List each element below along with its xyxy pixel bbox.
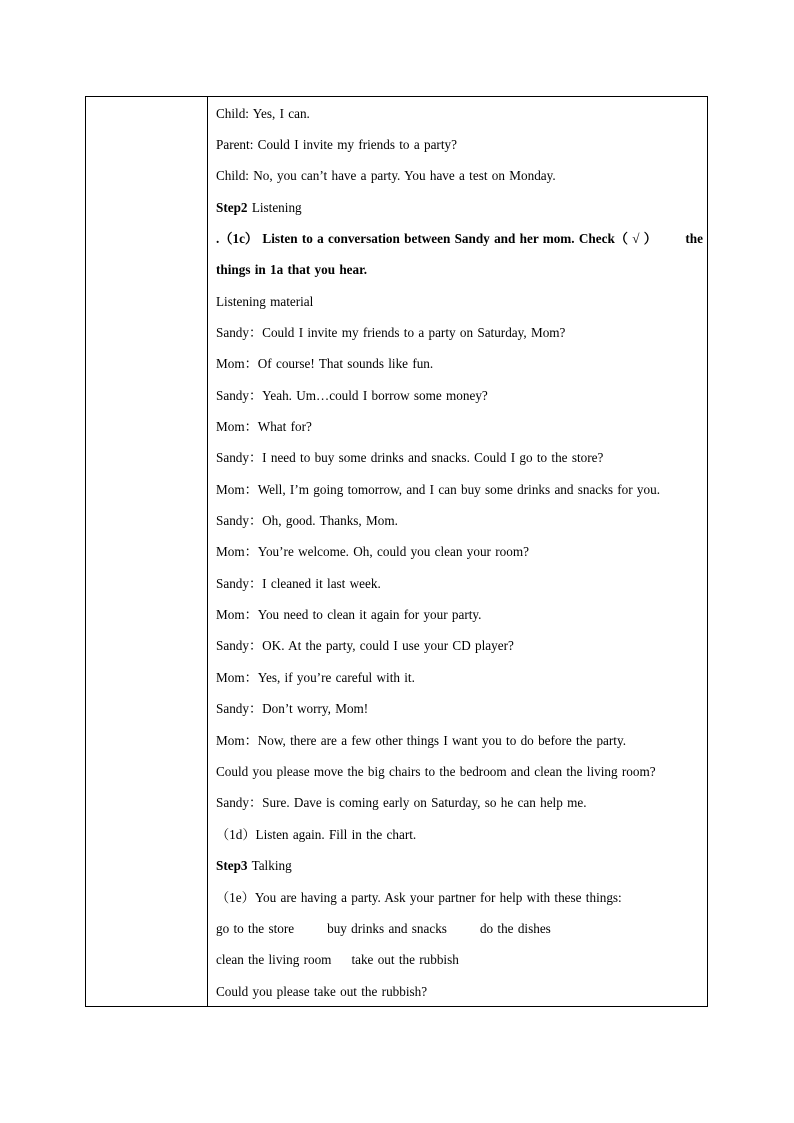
lesson-table (85, 96, 708, 1007)
example-sentence: Could you please take out the rubbish? (216, 984, 428, 999)
dialogue-line: Sandy：OK. At the party, could I use your CD player? (216, 638, 514, 653)
task-list-row (216, 952, 459, 968)
instruction-end: the (685, 231, 703, 246)
task-item: do the dishes (479, 921, 551, 936)
instruction-1e: （1e）You are having a party. Ask your partner for help with these things: (216, 890, 622, 905)
instruction-1d: （1d）Listen again. Fill in the chart. (216, 827, 417, 842)
task-item: take out the rubbish (351, 952, 459, 967)
step-label: Step2 (216, 200, 248, 215)
dialogue-line: Sandy：Oh, good. Thanks, Mom. (216, 513, 398, 528)
dialogue-line: Mom：Now, there are a few other things I want you to do before the party. (216, 733, 626, 748)
instruction-text: .（1c） Listen to a conversation between Sandy and her mom. Check（ √ ） (216, 231, 657, 246)
task-item: go to the store (216, 921, 295, 936)
dialogue-line: Sandy：Sure. Dave is coming early on Saturday, so he can help me. (216, 795, 587, 810)
section-label: Listening material (216, 294, 314, 309)
instruction-1c (216, 231, 703, 247)
step-title: Listening (247, 200, 302, 215)
dialogue-line: Mom：Yes, if you’re careful with it. (216, 670, 415, 685)
dialogue-line: Parent: Could I invite my friends to a party? (216, 137, 457, 152)
left-column-cell (86, 97, 208, 1006)
dialogue-line: Mom：Of course! That sounds like fun. (216, 356, 434, 371)
dialogue-line: Sandy：I cleaned it last week. (216, 576, 381, 591)
dialogue-line: Mom：You’re welcome. Oh, could you clean your room? (216, 544, 529, 559)
dialogue-line: Mom：You need to clean it again for your party. (216, 607, 482, 622)
dialogue-line: Could you please move the big chairs to the bedroom and clean the living room? (216, 764, 656, 779)
step2-heading (216, 200, 302, 216)
step-title: Talking (247, 858, 292, 873)
task-item: clean the living room (216, 952, 332, 967)
dialogue-line: Child: Yes, I can. (216, 106, 310, 121)
dialogue-line: Mom：Well, I’m going tomorrow, and I can buy some drinks and snacks for you. (216, 482, 660, 497)
dialogue-line: Mom：What for? (216, 419, 312, 434)
instruction-continued: things in 1a that you hear. (216, 262, 368, 277)
task-item: buy drinks and snacks (327, 921, 447, 936)
step3-heading (216, 858, 292, 874)
dialogue-line: Sandy：Could I invite my friends to a party on Saturday, Mom? (216, 325, 566, 340)
task-list-row (216, 921, 551, 937)
dialogue-line: Sandy：Don’t worry, Mom! (216, 701, 369, 716)
dialogue-line: Child: No, you can’t have a party. You have a test on Monday. (216, 168, 556, 183)
dialogue-line: Sandy：I need to buy some drinks and snacks. Could I go to the store? (216, 450, 604, 465)
step-label: Step3 (216, 858, 248, 873)
dialogue-line: Sandy：Yeah. Um…could I borrow some money? (216, 388, 488, 403)
